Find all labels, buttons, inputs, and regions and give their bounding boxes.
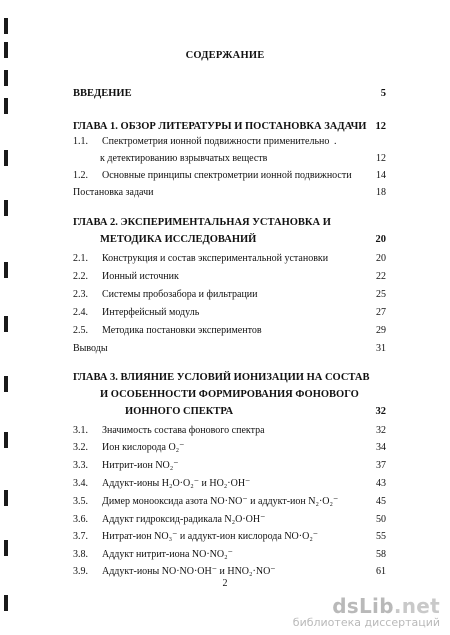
- toc-page-number: 43: [376, 478, 386, 489]
- page-title: СОДЕРЖАНИЕ: [185, 50, 265, 61]
- toc-entry: [0, 170, 450, 186]
- toc-entry: [0, 549, 450, 565]
- toc-entry-title: к детектированию взрывчатых веществ: [100, 153, 268, 164]
- toc-entry: [0, 253, 450, 269]
- toc-entry-number: 3.2.: [73, 442, 88, 453]
- watermark-logo: dsLib.net: [332, 594, 440, 618]
- toc-entry: [0, 153, 450, 169]
- toc-chapter-line: [0, 389, 450, 405]
- toc-entry-number: 1.1.: [73, 136, 88, 147]
- toc-entry-title: Нитрит-ион NO₂⁻: [102, 460, 179, 471]
- toc-entry-number: 3.5.: [73, 496, 88, 507]
- toc-entry: [0, 425, 450, 441]
- toc-chapter-line: [0, 217, 450, 233]
- toc-entry: [0, 271, 450, 287]
- toc-entry: [0, 325, 450, 341]
- toc-page-number: 37: [376, 460, 386, 471]
- toc-page-number: 32: [376, 425, 386, 436]
- toc-entry: [0, 307, 450, 323]
- toc-page-number: 34: [376, 442, 386, 453]
- toc-entry-title: ГЛАВА 2. ЭКСПЕРИМЕНТАЛЬНАЯ УСТАНОВКА И: [73, 217, 331, 228]
- toc-entry: [0, 289, 450, 305]
- toc-entry-title: Ион кислорода O₂⁻: [102, 442, 185, 453]
- toc-entry-number: 3.7.: [73, 531, 88, 542]
- stray-mark: .: [334, 136, 337, 147]
- watermark-subtitle: библиотека диссертаций: [292, 616, 440, 629]
- toc-entry-title: ВВЕДЕНИЕ: [73, 88, 132, 99]
- toc-entry-title: Аддукт гидроксид-радикала N₂O·OH⁻: [102, 514, 266, 525]
- toc-entry-title: Системы пробозабора и фильтрации: [102, 289, 258, 300]
- toc-page-number: 18: [376, 187, 386, 198]
- toc-page-number: 25: [376, 289, 386, 300]
- toc-page-number: 55: [376, 531, 386, 542]
- toc-entry-title: Димер монооксида азота NO·NO⁻ и аддукт-ион N₂·O₂⁻: [102, 496, 339, 507]
- toc-entry-title: Аддукт-ионы H₂O·O₂⁻ и HO₂·OH⁻: [102, 478, 251, 489]
- toc-page-number: 12: [375, 121, 386, 132]
- toc-entry-title: ИОННОГО СПЕКТРА: [125, 406, 234, 417]
- watermark: [293, 594, 440, 629]
- toc-page-number: 27: [376, 307, 386, 318]
- toc-entry: [0, 478, 450, 494]
- toc-entry-number: 2.4.: [73, 307, 88, 318]
- toc-entry-title: Значимость состава фонового спектра: [102, 425, 265, 436]
- toc-entry-title: Интерфейсный модуль: [102, 307, 200, 318]
- toc-page-number: 20: [375, 234, 386, 245]
- toc-page-number: 45: [376, 496, 386, 507]
- toc-page-number: 14: [376, 170, 386, 181]
- toc-entry: [0, 136, 450, 152]
- toc-page-number: 20: [376, 253, 386, 264]
- toc-entry: [0, 514, 450, 530]
- toc-entry-title: Постановка задачи: [73, 187, 154, 198]
- toc-page-number: 12: [376, 153, 386, 164]
- toc-page-number: 50: [376, 514, 386, 525]
- toc-entry-number: 3.3.: [73, 460, 88, 471]
- toc-page-number: 61: [376, 566, 386, 577]
- toc-entry-title: Спектрометрия ионной подвижности применительно: [102, 136, 330, 147]
- toc-entry-number: 2.1.: [73, 253, 88, 264]
- toc-entry: [0, 496, 450, 512]
- toc-entry-title: Основные принципы спектрометрии ионной подвижности: [102, 170, 352, 181]
- toc-entry-title: МЕТОДИКА ИССЛЕДОВАНИЙ: [100, 234, 257, 245]
- toc-entry: [0, 460, 450, 476]
- toc-page-number: 5: [380, 88, 386, 99]
- toc-entry-title: Конструкция и состав экспериментальной установки: [102, 253, 329, 264]
- toc-entry-title: Аддукт нитрит-иона NO·NO₂⁻: [102, 549, 233, 560]
- toc-entry-title: ГЛАВА 3. ВЛИЯНИЕ УСЛОВИЙ ИОНИЗАЦИИ НА СОСТАВ: [73, 372, 370, 383]
- toc-entry-number: 2.2.: [73, 271, 88, 282]
- toc-page-number: 31: [376, 343, 386, 354]
- toc-entry-title: Нитрат-ион NO₃⁻ и аддукт-ион кислорода NO·O₂⁻: [102, 531, 319, 542]
- toc-entry: [0, 442, 450, 458]
- toc-entry: [0, 187, 450, 203]
- toc-entry-title: Методика постановки экспериментов: [102, 325, 262, 336]
- toc-entry-title: И ОСОБЕННОСТИ ФОРМИРОВАНИЯ ФОНОВОГО: [100, 389, 359, 400]
- toc-entry-number: 1.2.: [73, 170, 88, 181]
- toc-entry-number: 3.9.: [73, 566, 88, 577]
- toc-entry-number: 3.1.: [73, 425, 88, 436]
- toc-entry-title: Ионный источник: [102, 271, 179, 282]
- toc-entry: [0, 531, 450, 547]
- toc-chapter-line: [0, 406, 450, 422]
- toc-entry-title: Аддукт-ионы NO·NO·OH⁻ и HNO₂·NO⁻: [102, 566, 276, 577]
- toc-entry-number: 3.4.: [73, 478, 88, 489]
- toc-entry-title: ГЛАВА 1. ОБЗОР ЛИТЕРАТУРЫ И ПОСТАНОВКА ЗАДАЧИ: [73, 121, 367, 132]
- toc-entry-title: Выводы: [73, 343, 108, 354]
- toc-page-number: 29: [376, 325, 386, 336]
- toc-chapter-line: [0, 121, 450, 137]
- toc-page-number: 32: [375, 406, 386, 417]
- toc-entry-number: 2.5.: [73, 325, 88, 336]
- toc-chapter-line: [0, 372, 450, 388]
- toc-entry: [0, 343, 450, 359]
- toc-chapter-line: [0, 234, 450, 250]
- toc-entry-number: 2.3.: [73, 289, 88, 300]
- toc-page-number: 58: [376, 549, 386, 560]
- toc-entry-number: 3.8.: [73, 549, 88, 560]
- page-number: 2: [222, 578, 228, 589]
- toc-entry-number: 3.6.: [73, 514, 88, 525]
- toc-page-number: 22: [376, 271, 386, 282]
- toc-chapter-line: [0, 88, 450, 104]
